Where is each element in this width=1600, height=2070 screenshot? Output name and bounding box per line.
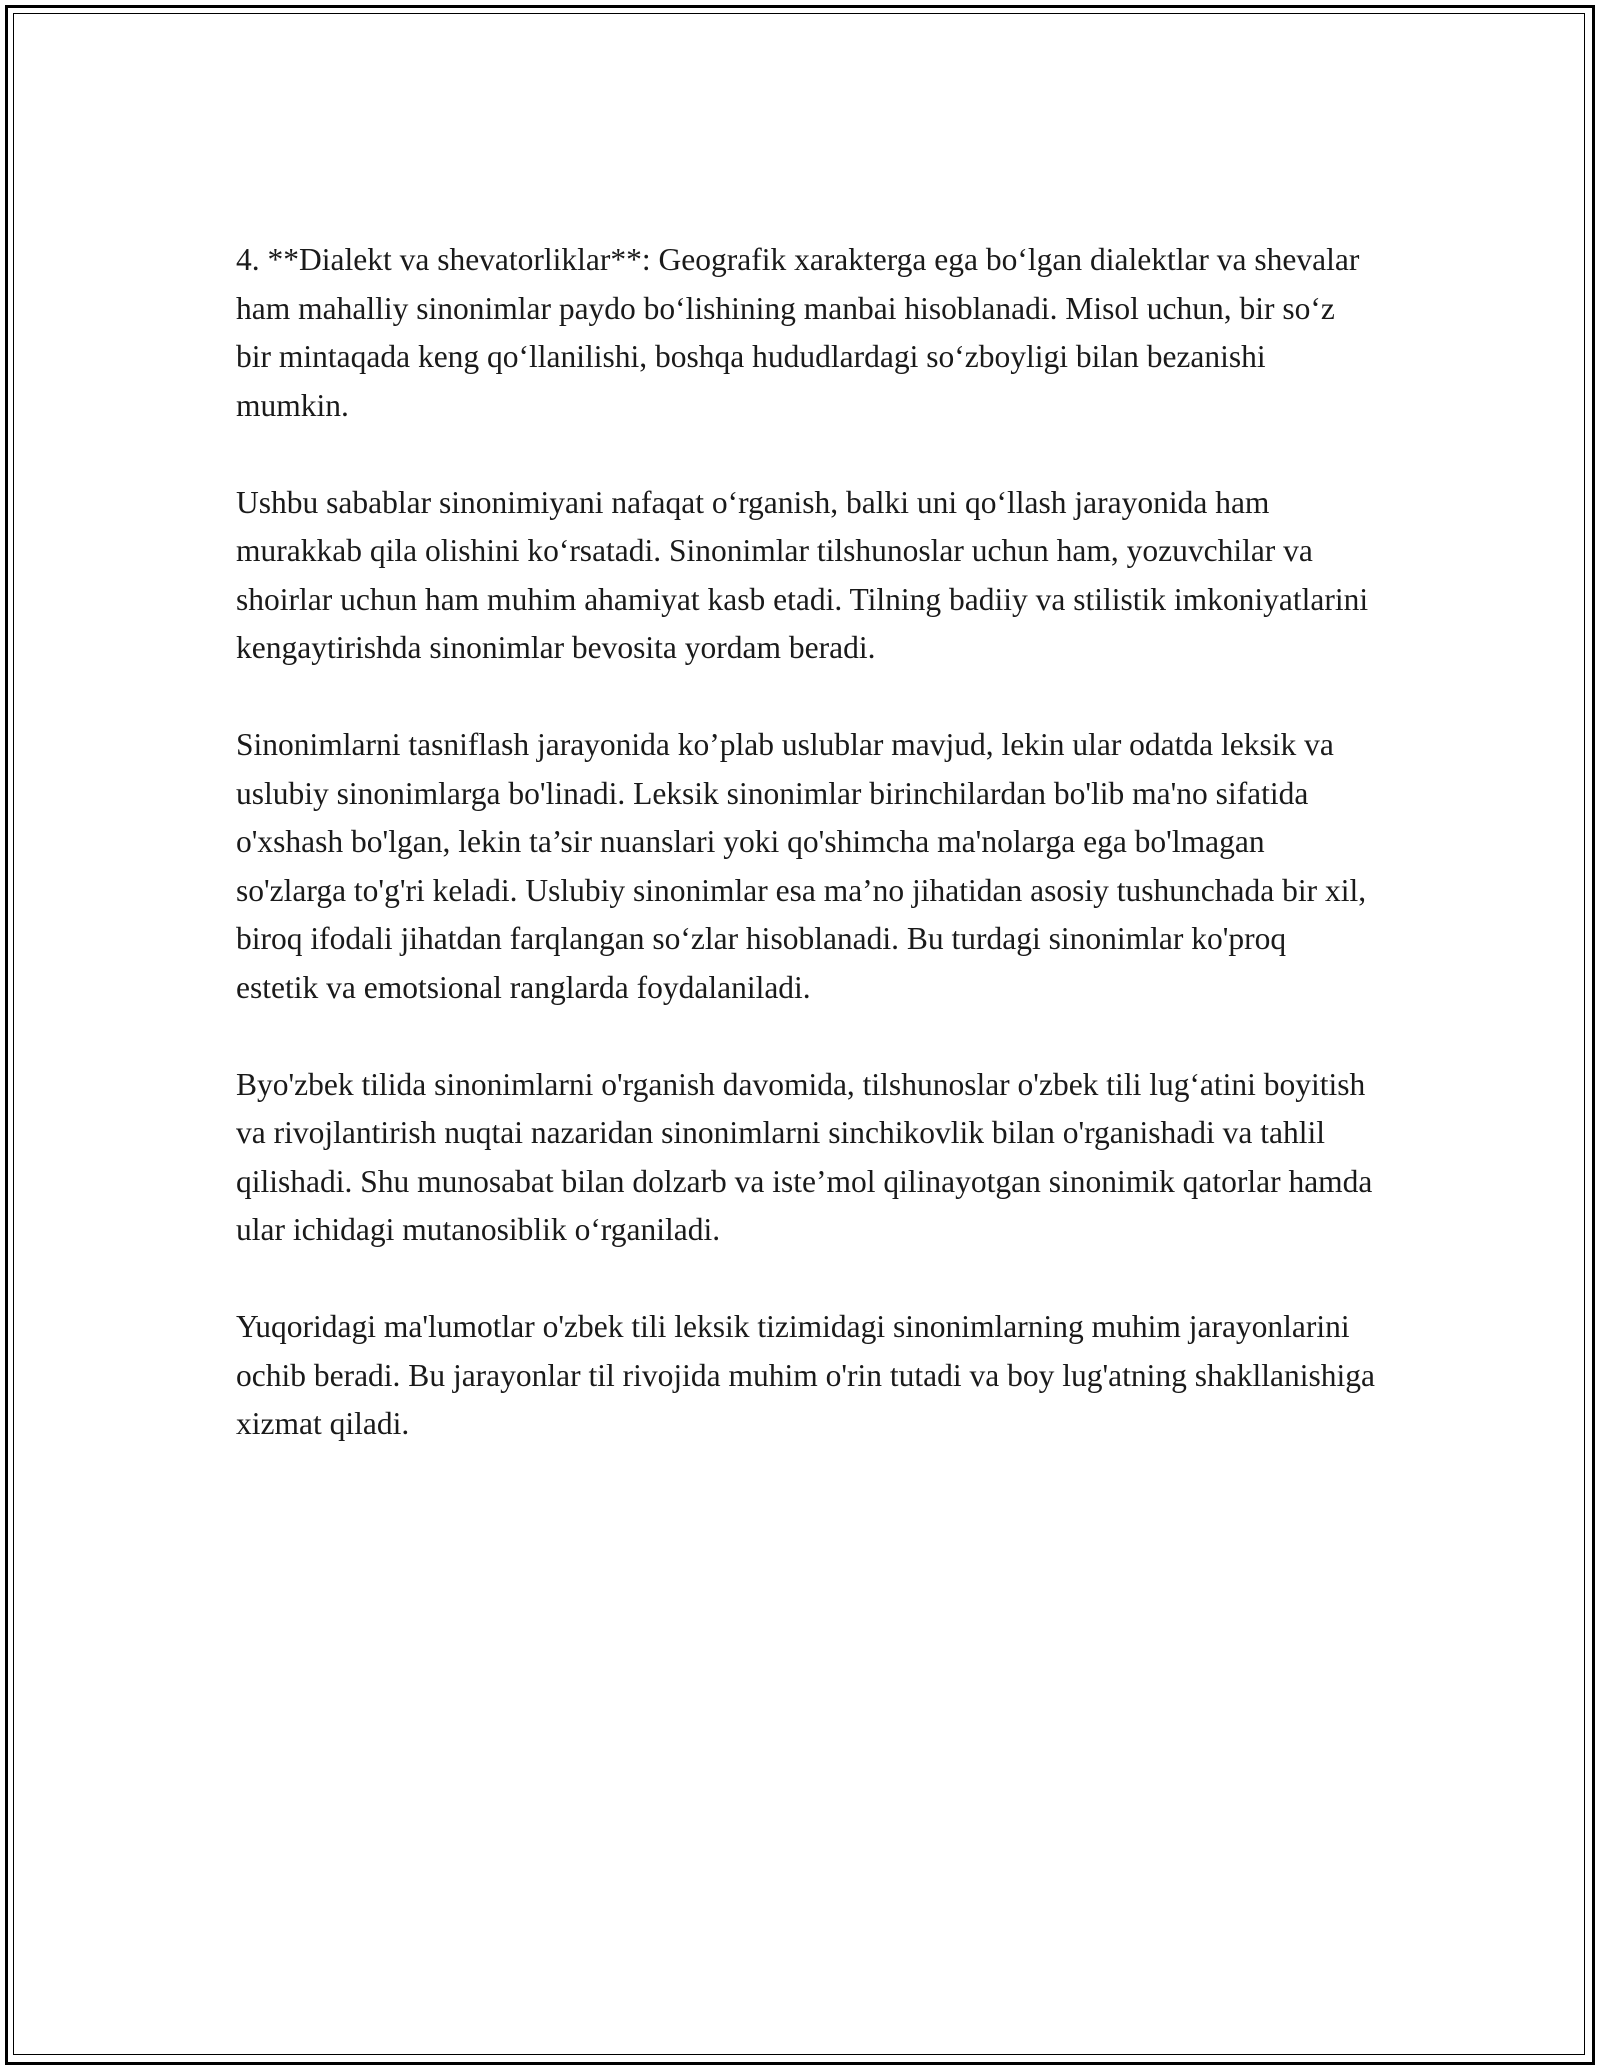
paragraph-synonymy-reasons: Ushbu sabablar sinonimiyani nafaqat o‘rganish, balki uni qo‘llash jarayonida ham murakkab qila olishini ko‘rsatadi. Sinonimlar tilshunoslar uchun ham, yozuvchilar va shoirlar uchun ham muhim ahamiyat kasb etadi. Tilning badiiy va stilistik imkoniyatlarini kengaytirishda sinonimlar bevosita yordam beradi. — [236, 484, 1369, 665]
paragraph-conclusion: Yuqoridagi ma'lumotlar o'zbek tili leksik tizimidagi sinonimlarning muhim jarayonlarini ochib beradi. Bu jarayonlar til rivojida muhim o'rin tutadi va boy lug'atning shakllanishiga xizmat qiladi. — [236, 1309, 1375, 1441]
paragraph-classification: Sinonimlarni tasniflash jarayonida ko’plab uslublar mavjud, lekin ular odatda leksik va uslubiy sinonimlarga bo'linadi. Leksik sinonimlar birinchilardan bo'lib ma'no sifatida o'xshash bo'lgan, lekin ta’sir nuanslari yoki qo'shimcha ma'nolarga ega bo'lmagan so'zlarga to'g'ri keladi. Uslubiy sinonimlar esa ma’no jihatidan asosiy tushunchada bir xil, biroq ifodali jihatdan farqlangan so‘zlar hisoblanadi. Bu turdagi sinonimlar ko'proq estetik va emotsional ranglarda foydalaniladi. — [236, 727, 1367, 1005]
paragraph-uzbek-study: Byo'zbek tilida sinonimlarni o'rganish davomida, tilshunoslar o'zbek tili lug‘atini boyitish va rivojlantirish nuqtai nazaridan sinonimlarni sinchikovlik bilan o'rganishadi va tahlil qilishadi. Shu munosabat bilan dolzarb va iste’mol qilinayotgan sinonimik qatorlar hamda ular ichidagi mutanosiblik o‘rganiladi. — [236, 1066, 1373, 1247]
paragraph-dialects: 4. **Dialekt va shevatorliklar**: Geografik xarakterga ega bo‘lgan dialektlar va shevalar ham mahalliy sinonimlar paydo bo‘lishining manbai hisoblanadi. Misol uchun, bir so‘z bir mintaqada keng qo‘llanilishi, boshqa hududlardagi so‘zboyligi bilan bezanishi mumkin. — [236, 242, 1360, 423]
document-body — [236, 236, 1376, 1449]
